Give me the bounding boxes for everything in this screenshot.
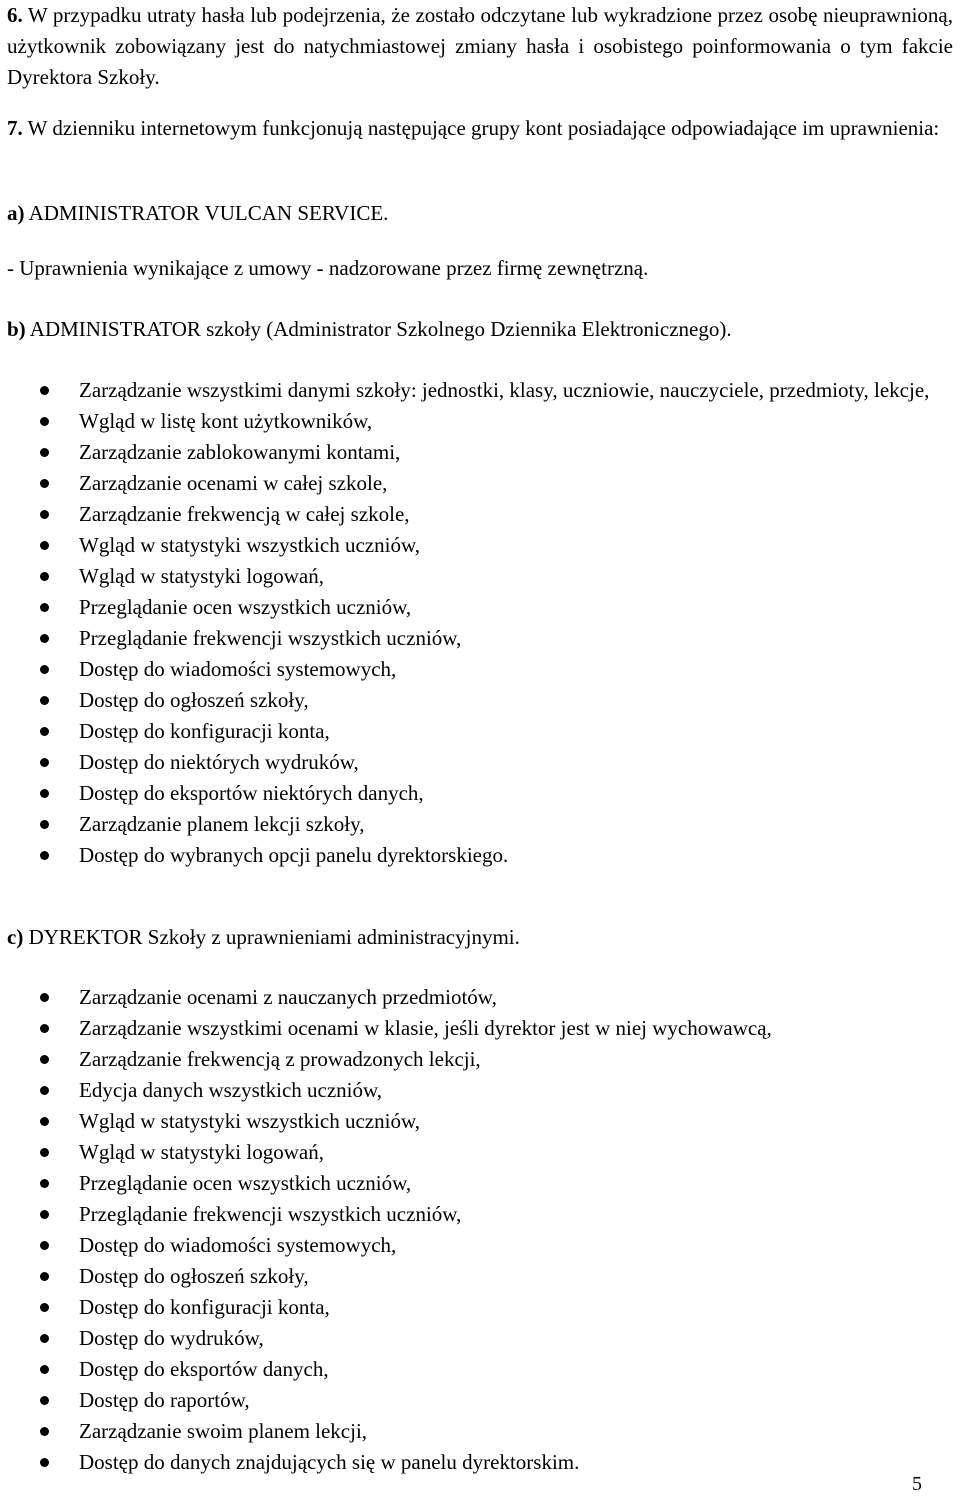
list-item-text: Wgląd w statystyki wszystkich uczniów, [79,1109,420,1133]
list-item-text: Przeglądanie ocen wszystkich uczniów, [79,1171,412,1195]
bullet-icon [40,1086,49,1095]
bullet-icon [40,851,49,860]
section-7-paragraph [7,113,953,144]
list-item-text: Przeglądanie frekwencji wszystkich uczniów, [79,1202,462,1226]
list-item-text: Wgląd w statystyki wszystkich uczniów, [79,533,420,557]
list-item [0,1044,960,1075]
bullet-icon [40,820,49,829]
bullet-icon [40,993,49,1002]
list-item [0,1354,960,1385]
bullet-icon [40,1365,49,1374]
list-item-text: Dostęp do ogłoszeń szkoły, [79,1264,309,1288]
bullet-icon [40,1117,49,1126]
page-number: 5 [912,1473,922,1495]
bullet-icon [40,1055,49,1064]
list-item-text: Dostęp do eksportów niektórych danych, [79,781,424,805]
list-item-text: Zarządzanie ocenami z nauczanych przedmiotów, [79,985,497,1009]
list-item-text: Zarządzanie planem lekcji szkoły, [79,812,365,836]
bullet-icon [40,1272,49,1281]
bullet-icon [40,727,49,736]
bullet-icon [40,1396,49,1405]
list-item-text: Dostęp do ogłoszeń szkoły, [79,688,309,712]
section-6-text: W przypadku utraty hasła lub podejrzenia, że zostało odczytane lub wykradzione przez osobę nieuprawnioną, użytkownik zobowiązany jest do natychmiastowej zmiany hasła i osobistego poinformowania o tym fakcie Dyrektora Szkoły. [7,3,953,89]
list-item [0,499,960,530]
list-item-text: Dostęp do wiadomości systemowych, [79,1233,397,1257]
list-item-text: Zarządzanie wszystkimi danymi szkoły: jednostki, klasy, uczniowie, nauczyciele, przedmioty, lekcje, [79,378,930,402]
list-item-text: Zarządzanie ocenami w całej szkole, [79,471,388,495]
list-item-text: Dostęp do eksportów danych, [79,1357,329,1381]
group-a-note: - Uprawnienia wynikające z umowy - nadzorowane przez firmę zewnętrzną. [7,256,649,280]
list-item [0,1199,960,1230]
list-item-text: Zarządzanie wszystkimi ocenami w klasie, jeśli dyrektor jest w niej wychowawcą, [79,1016,772,1040]
list-item-text: Wgląd w statystyki logowań, [79,564,324,588]
list-item [0,747,960,778]
list-item [0,1230,960,1261]
list-item-text: Zarządzanie zablokowanymi kontami, [79,440,401,464]
bullet-icon [40,1241,49,1250]
list-item [0,437,960,468]
bullet-icon [40,479,49,488]
bullet-icon [40,541,49,550]
list-item-text: Dostęp do wiadomości systemowych, [79,657,397,681]
section-6-paragraph [7,0,953,93]
group-b-heading [7,314,953,345]
list-item-text: Dostęp do raportów, [79,1388,250,1412]
list-item-text: Dostęp do konfiguracji konta, [79,1295,330,1319]
list-item [0,1075,960,1106]
list-item [0,1416,960,1447]
list-item [0,1168,960,1199]
group-c-heading [7,922,953,953]
list-item-text: Zarządzanie swoim planem lekcji, [79,1419,368,1443]
bullet-icon [40,665,49,674]
list-item [0,1447,960,1478]
list-item [0,561,960,592]
list-item-text: Zarządzanie frekwencją w całej szkole, [79,502,410,526]
list-item-text: Przeglądanie frekwencji wszystkich uczniów, [79,626,462,650]
list-item-text: Zarządzanie frekwencją z prowadzonych lekcji, [79,1047,481,1071]
bullet-icon [40,1334,49,1343]
list-item-text: Dostęp do konfiguracji konta, [79,719,330,743]
group-c-title: DYREKTOR Szkoły z uprawnieniami administracyjnymi. [28,925,520,949]
bullet-icon [40,758,49,767]
list-item-text: Dostęp do niektórych wydruków, [79,750,359,774]
group-a-title: ADMINISTRATOR VULCAN SERVICE. [28,201,389,225]
list-item [0,623,960,654]
bullet-icon [40,1024,49,1033]
list-item [0,592,960,623]
bullet-icon [40,1427,49,1436]
list-item-text: Dostęp do wydruków, [79,1326,264,1350]
group-b-title: ADMINISTRATOR szkoły (Administrator Szkolnego Dziennika Elektronicznego). [29,317,732,341]
group-a-heading [7,198,953,229]
bullet-icon [40,696,49,705]
group-c-permissions-list [0,982,960,1478]
list-item [0,530,960,561]
list-item-text: Dostęp do wybranych opcji panelu dyrektorskiego. [79,843,509,867]
list-item [0,375,960,406]
section-7-number: 7. [7,116,23,140]
list-item [0,809,960,840]
bullet-icon [40,603,49,612]
list-item [0,778,960,809]
bullet-icon [40,789,49,798]
list-item [0,982,960,1013]
list-item [0,468,960,499]
list-item-text: Przeglądanie ocen wszystkich uczniów, [79,595,412,619]
list-item [0,840,960,871]
bullet-icon [40,1148,49,1157]
group-c-letter: c) [7,925,24,949]
list-item [0,685,960,716]
bullet-icon [40,510,49,519]
list-item [0,716,960,747]
list-item-text: Edycja danych wszystkich uczniów, [79,1078,383,1102]
list-item [0,1106,960,1137]
list-item-text: Dostęp do danych znajdujących się w panelu dyrektorskim. [79,1450,580,1474]
list-item [0,654,960,685]
bullet-icon [40,572,49,581]
bullet-icon [40,417,49,426]
group-b-permissions-list [0,375,960,871]
list-item [0,406,960,437]
list-item [0,1261,960,1292]
bullet-icon [40,1210,49,1219]
list-item [0,1292,960,1323]
list-item-text: Wgląd w listę kont użytkowników, [79,409,373,433]
section-6-number: 6. [7,3,23,27]
list-item-text: Wgląd w statystyki logowań, [79,1140,324,1164]
group-b-letter: b) [7,317,26,341]
bullet-icon [40,634,49,643]
bullet-icon [40,448,49,457]
list-item [0,1137,960,1168]
group-a-letter: a) [7,201,25,225]
bullet-icon [40,1458,49,1467]
list-item [0,1013,960,1044]
list-item [0,1323,960,1354]
bullet-icon [40,1179,49,1188]
bullet-icon [40,386,49,395]
bullet-icon [40,1303,49,1312]
section-7-text: W dzienniku internetowym funkcjonują następujące grupy kont posiadające odpowiadające im uprawnienia: [27,116,940,140]
list-item [0,1385,960,1416]
